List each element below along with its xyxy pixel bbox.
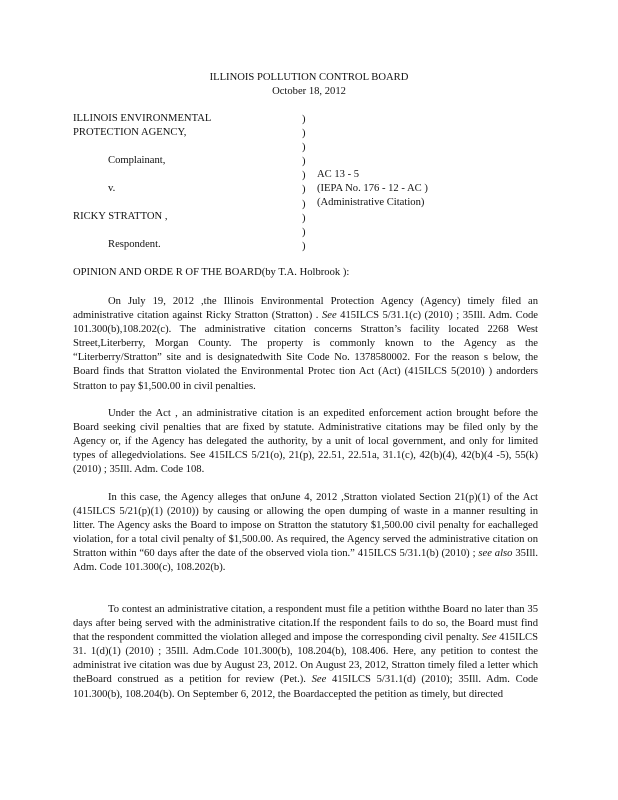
citation-signal: See — [321, 310, 337, 322]
board-name: ILLINOIS POLLUTION CONTROL BOARD — [209, 72, 409, 83]
citation-signal: also — [494, 548, 513, 560]
caption-bracket: ) — [302, 114, 306, 125]
caption-bracket: ) — [302, 198, 306, 210]
paragraph-text: To contest an administrative citation, a respondent must file a petition withthe Board no later than 35 days after being served with the administrative citation.If the respondent fails to do so, the Board must find that the respondent committed the violation alleged and impose the corresponding civil penalty. — [73, 604, 538, 644]
paragraph-intro — [73, 295, 538, 394]
opinion-heading: OPINION AND ORDE R OF THE BOARD(by T.A. Holbrook ): — [73, 267, 350, 278]
case-type: (Administrative Citation) — [317, 197, 425, 208]
caption-bracket: ) — [302, 142, 306, 154]
complainant-role: Complainant, — [108, 155, 166, 166]
paragraph-text: Under the Act , an administrative citation is an expedited enforcement action brought before the Board seeking civil penalties that are fixed by statute. Administrative citations may be filed only by the Agency or, if the Agency has delegated the authority, by a unit of local government, and only for limited types of allegedviolations. See 415ILCS 5/21(o), 21(p), 22.51, 22.51a, 31.1(c), 42(b)(4), 42(b)(4 -5), 55(k) (2010) ; 35Ill. Adm. Code 108. — [73, 408, 538, 476]
citation-signal: See — [481, 632, 497, 644]
caption-bracket: ) — [302, 212, 306, 224]
paragraph-under-the-act — [73, 407, 538, 477]
paragraph-contest — [73, 603, 538, 702]
caption-bracket: ) — [302, 240, 306, 252]
versus: v. — [108, 183, 116, 194]
complainant-name-line1: ILLINOIS ENVIRONMENTAL — [73, 113, 212, 124]
caption-bracket: ) — [302, 128, 306, 140]
respondent-name: RICKY STRATTON , — [73, 211, 168, 222]
citation-signal: see — [478, 548, 492, 560]
paragraph-text: 415ILCS 5/31.1(c) (2010) ; 35Ill. Adm. Code 101.300(b),108.202(c). The administrative citation concerns Stratton’s facility located 2268 West Street,Literberry, Morgan County. The property is commonly known to the Agency as the “Literberry/Stratton” site and is designatedwith Site Code No. 1378580002. For the reason s below, the Board finds that Stratton violated the Environmental Protec tion Act (Act) (415ILCS 5(2010) ) andorders Stratton to pay $1,500.00 in civil penalties. — [73, 310, 538, 392]
case-number: AC 13 - 5 — [317, 169, 360, 180]
caption-bracket: ) — [302, 226, 306, 238]
caption-bracket: ) — [302, 170, 306, 182]
caption-bracket: ) — [302, 184, 306, 196]
paragraph-text: 415ILCS 5/31.1(d) (2010); 35Ill. Adm. Code 101.300(b), 108.204(b). On September 6, 2012, the Boardaccepted the petition as timely, but directed — [73, 674, 538, 700]
iepa-number: (IEPA No. 176 - 12 - AC ) — [317, 183, 428, 194]
caption-bracket-column — [302, 113, 306, 254]
paragraph-text: On July 19, 2012 ,the Illinois Environmental Protection Agency (Agency) timely filed an administrative citation against Ricky Stratton (Stratton) . — [73, 296, 538, 322]
paragraph-text: In this case, the Agency alleges that onJune 4, 2012 ,Stratton violated Section 21(p)(1) of the Act (415ILCS 5/21(p)(1) (2010)) by causing or allowing the open dumping of waste in a manner resulting in litter. The Agency asks the Board to impose on Stratton the statutory $1,500.00 civil penalty for eachalleged violation, for a total civil penalty of $1,500.00. As required, the Agency served the administrative citation on Stratton within “60 days after the date of the observed viola tion.” 415ILCS 5/31.1(b) (2010) ; — [73, 492, 538, 560]
document-date: October 18, 2012 — [272, 86, 346, 97]
paragraph-this-case — [73, 491, 538, 576]
respondent-role: Respondent. — [108, 239, 161, 250]
paragraph-text: 35Ill. Adm. Code 101.300(c), 108.202(b). — [73, 548, 538, 574]
caption-bracket: ) — [302, 156, 306, 168]
citation-signal: See — [311, 674, 327, 686]
paragraph-text: 415ILCS 31. 1(d)(1) (2010) ; 35Ill. Adm.Code 101.300(b), 108.204(b), 108.406. Here, any petition to contest the administrat ive citation was due by August 23, 2012. On August 23, 2012, Stratton timely filed a letter which theBoard construed as a petition for review (Pet.). — [73, 632, 538, 686]
complainant-name-line2: PROTECTION AGENCY, — [73, 127, 187, 138]
